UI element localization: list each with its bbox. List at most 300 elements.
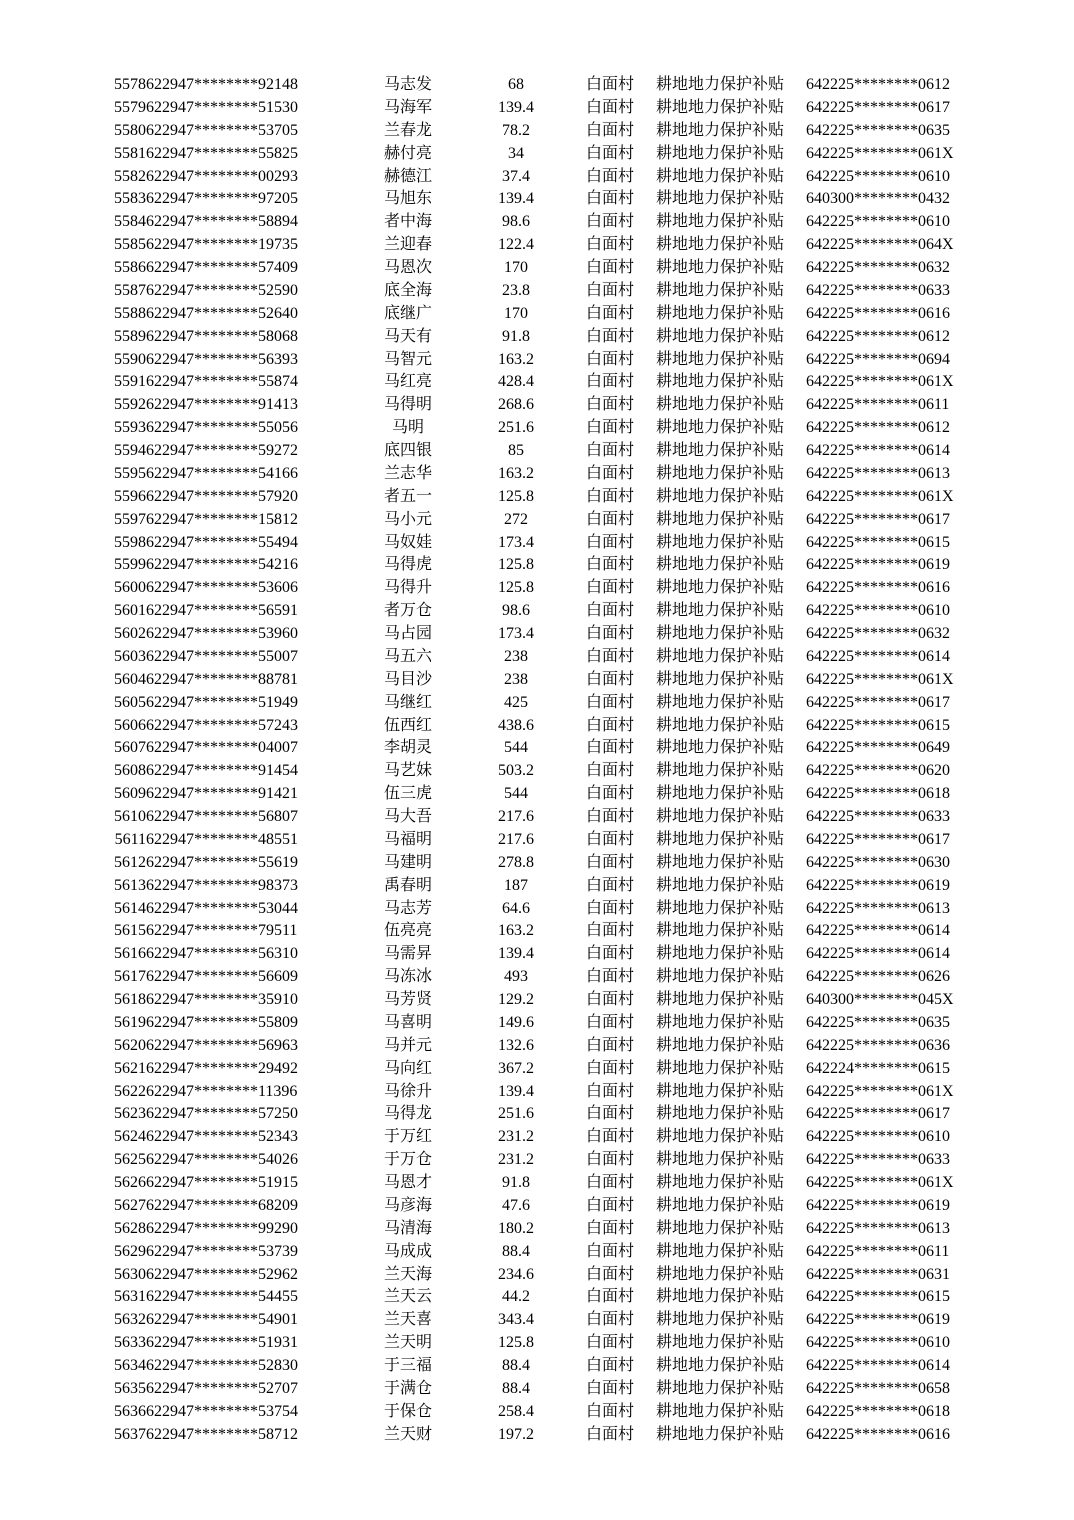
village-cell: 白面村	[586, 945, 635, 963]
id-number-cell: 622947********79511	[146, 922, 298, 940]
bank-account-cell: 642225********0635	[806, 1013, 950, 1031]
name-cell: 兰天明	[383, 1334, 432, 1352]
bank-account-cell: 640300********045X	[806, 991, 954, 1008]
serial-cell: 5600	[114, 579, 146, 597]
table-row	[0, 806, 1074, 829]
id-number-cell: 622947********57243	[146, 716, 298, 734]
id-number-cell: 622947********56807	[146, 808, 298, 825]
name-cell: 马恩次	[383, 259, 432, 276]
bank-account-cell: 642225********061X	[806, 1174, 954, 1191]
serial-cell: 5612	[114, 853, 146, 871]
subsidy-type-cell: 耕地地力保护补贴	[655, 762, 784, 780]
serial-cell: 5615	[114, 922, 146, 940]
name-cell: 马艺妹	[383, 762, 432, 780]
id-number-cell: 622947********19735	[146, 236, 298, 254]
serial-cell: 5633	[114, 1334, 146, 1352]
subsidy-type-cell: 耕地地力保护补贴	[655, 625, 784, 642]
village-cell: 白面村	[586, 1105, 635, 1123]
id-number-cell: 622947********55825	[146, 144, 298, 162]
table-row	[0, 1378, 1074, 1401]
village-cell: 白面村	[586, 1013, 635, 1031]
id-number-cell: 622947********91454	[146, 762, 298, 780]
amount-cell: 170	[504, 259, 528, 276]
village-cell: 白面村	[586, 1334, 635, 1352]
bank-account-cell: 642225********0630	[806, 853, 950, 871]
bank-account-cell: 642225********0617	[806, 510, 950, 528]
bank-account-cell: 642225********0614	[806, 945, 950, 963]
amount-cell: 163.2	[498, 464, 534, 482]
serial-cell: 5594	[114, 442, 146, 459]
amount-cell: 367.2	[498, 1059, 534, 1077]
subsidy-type-cell: 耕地地力保护补贴	[655, 167, 784, 185]
village-cell: 白面村	[586, 716, 635, 734]
bank-account-cell: 642225********0633	[806, 281, 950, 299]
serial-cell: 5630	[114, 1265, 146, 1283]
amount-cell: 132.6	[498, 1036, 534, 1054]
village-cell: 白面村	[586, 98, 635, 116]
serial-cell: 5635	[114, 1379, 146, 1397]
name-cell: 马目沙	[383, 670, 432, 688]
id-number-cell: 622947********52343	[146, 1128, 298, 1146]
id-number-cell: 622947********35910	[146, 991, 298, 1008]
serial-cell: 5599	[114, 556, 146, 574]
village-cell: 白面村	[586, 259, 635, 276]
amount-cell: 187	[504, 876, 528, 894]
id-number-cell: 622947********56963	[146, 1036, 298, 1054]
subsidy-type-cell: 耕地地力保护补贴	[655, 1151, 784, 1169]
village-cell: 白面村	[586, 1402, 635, 1420]
subsidy-type-cell: 耕地地力保护补贴	[655, 1105, 784, 1123]
amount-cell: 163.2	[498, 922, 534, 940]
bank-account-cell: 642225********061X	[806, 670, 954, 688]
serial-cell: 5627	[114, 1196, 146, 1214]
bank-account-cell: 642225********061X	[806, 144, 954, 162]
name-cell: 马建明	[383, 853, 432, 871]
name-cell: 马天有	[383, 327, 432, 345]
village-cell: 白面村	[586, 1128, 635, 1146]
table-row	[0, 1035, 1074, 1058]
name-cell: 马大吾	[383, 808, 432, 825]
subsidy-type-cell: 耕地地力保护补贴	[655, 1196, 784, 1214]
serial-cell: 5584	[114, 213, 146, 231]
amount-cell: 173.4	[498, 625, 534, 642]
subsidy-type-cell: 耕地地力保护补贴	[655, 556, 784, 574]
bank-account-cell: 642225********0619	[806, 1196, 950, 1214]
name-cell: 者五一	[383, 487, 432, 505]
name-cell: 马继红	[383, 693, 432, 711]
subsidy-type-cell: 耕地地力保护补贴	[655, 830, 784, 848]
name-cell: 马成成	[383, 1242, 432, 1260]
table-row	[0, 554, 1074, 577]
serial-cell: 5616	[114, 945, 146, 963]
village-cell: 白面村	[586, 922, 635, 940]
subsidy-type-cell: 耕地地力保护补贴	[655, 1334, 784, 1352]
name-cell: 马小元	[383, 510, 432, 528]
subsidy-type-cell: 耕地地力保护补贴	[655, 144, 784, 162]
village-cell: 白面村	[586, 464, 635, 482]
amount-cell: 180.2	[498, 1219, 534, 1237]
village-cell: 白面村	[586, 739, 635, 757]
table-row	[0, 898, 1074, 921]
subsidy-type-cell: 耕地地力保护补贴	[655, 1082, 784, 1100]
name-cell: 伍西红	[383, 716, 432, 734]
amount-cell: 268.6	[498, 396, 534, 414]
id-number-cell: 622947********55619	[146, 853, 298, 871]
id-number-cell: 622947********56393	[146, 350, 298, 368]
village-cell: 白面村	[586, 602, 635, 620]
serial-cell: 5597	[114, 510, 146, 528]
subsidy-type-cell: 耕地地力保护补贴	[655, 693, 784, 711]
id-number-cell: 622947********52707	[146, 1379, 298, 1397]
village-cell: 白面村	[586, 167, 635, 185]
village-cell: 白面村	[586, 1174, 635, 1191]
id-number-cell: 622947********54901	[146, 1311, 298, 1329]
name-cell: 于满仓	[383, 1379, 432, 1397]
name-cell: 伍三虎	[383, 785, 432, 803]
village-cell: 白面村	[586, 762, 635, 780]
bank-account-cell: 642225********0616	[806, 304, 950, 322]
table-row	[0, 1401, 1074, 1424]
bank-account-cell: 642225********061X	[806, 487, 954, 505]
amount-cell: 85	[508, 442, 524, 459]
serial-cell: 5618	[114, 991, 146, 1008]
bank-account-cell: 642225********0617	[806, 830, 950, 848]
table-row	[0, 623, 1074, 646]
subsidy-type-cell: 耕地地力保护补贴	[655, 785, 784, 803]
id-number-cell: 622947********58894	[146, 213, 298, 231]
table-row	[0, 1241, 1074, 1264]
serial-cell: 5582	[114, 167, 146, 185]
amount-cell: 238	[504, 670, 528, 688]
table-row	[0, 509, 1074, 532]
subsidy-type-cell: 耕地地力保护补贴	[655, 510, 784, 528]
bank-account-cell: 642225********0611	[806, 396, 950, 414]
amount-cell: 238	[504, 647, 528, 665]
id-number-cell: 622947********91413	[146, 396, 298, 414]
village-cell: 白面村	[586, 533, 635, 551]
subsidy-type-cell: 耕地地力保护补贴	[655, 968, 784, 986]
serial-cell: 5631	[114, 1288, 146, 1306]
amount-cell: 278.8	[498, 853, 534, 871]
village-cell: 白面村	[586, 785, 635, 803]
serial-cell: 5609	[114, 785, 146, 803]
amount-cell: 544	[504, 739, 528, 757]
name-cell: 者万仓	[383, 602, 432, 620]
serial-cell: 5580	[114, 121, 146, 139]
table-row	[0, 760, 1074, 783]
id-number-cell: 622947********54455	[146, 1288, 298, 1306]
subsidy-type-cell: 耕地地力保护补贴	[655, 487, 784, 505]
subsidy-type-cell: 耕地地力保护补贴	[655, 1311, 784, 1329]
table-row	[0, 646, 1074, 669]
amount-cell: 173.4	[498, 533, 534, 551]
serial-cell: 5591	[114, 373, 146, 391]
serial-cell: 5622	[114, 1082, 146, 1100]
bank-account-cell: 642225********0649	[806, 739, 950, 757]
subsidy-type-cell: 耕地地力保护补贴	[655, 396, 784, 414]
bank-account-cell: 642225********064X	[806, 236, 954, 254]
table-row	[0, 74, 1074, 97]
serial-cell: 5637	[114, 1425, 146, 1443]
amount-cell: 428.4	[498, 373, 534, 391]
serial-cell: 5632	[114, 1311, 146, 1329]
name-cell: 马需昇	[383, 945, 432, 963]
serial-cell: 5595	[114, 464, 146, 482]
table-row	[0, 371, 1074, 394]
village-cell: 白面村	[586, 121, 635, 139]
subsidy-type-cell: 耕地地力保护补贴	[655, 922, 784, 940]
serial-cell: 5581	[114, 144, 146, 162]
bank-account-cell: 642225********0612	[806, 76, 950, 93]
table-row	[0, 97, 1074, 120]
subsidy-type-cell: 耕地地力保护补贴	[655, 945, 784, 963]
bank-account-cell: 642225********0618	[806, 1402, 950, 1420]
serial-cell: 5613	[114, 876, 146, 894]
amount-cell: 122.4	[498, 236, 534, 254]
village-cell: 白面村	[586, 510, 635, 528]
amount-cell: 129.2	[498, 991, 534, 1008]
id-number-cell: 622947********58068	[146, 327, 298, 345]
village-cell: 白面村	[586, 1357, 635, 1374]
id-number-cell: 622947********55007	[146, 647, 298, 665]
name-cell: 兰春龙	[383, 121, 432, 139]
serial-cell: 5588	[114, 304, 146, 322]
name-cell: 马红亮	[383, 373, 432, 391]
id-number-cell: 622947********51530	[146, 98, 298, 116]
name-cell: 马五六	[383, 647, 432, 665]
id-number-cell: 622947********55874	[146, 373, 298, 391]
name-cell: 伍亮亮	[383, 922, 432, 940]
id-number-cell: 622947********52590	[146, 281, 298, 299]
id-number-cell: 622947********57409	[146, 259, 298, 276]
amount-cell: 139.4	[498, 945, 534, 963]
amount-cell: 47.6	[502, 1196, 530, 1214]
amount-cell: 170	[504, 304, 528, 322]
table-row	[0, 280, 1074, 303]
amount-cell: 544	[504, 785, 528, 803]
id-number-cell: 622947********51915	[146, 1174, 298, 1191]
table-row	[0, 234, 1074, 257]
subsidy-type-cell: 耕地地力保护补贴	[655, 1059, 784, 1077]
subsidy-type-cell: 耕地地力保护补贴	[655, 602, 784, 620]
name-cell: 底全海	[383, 281, 432, 299]
bank-account-cell: 642225********0615	[806, 716, 950, 734]
amount-cell: 37.4	[502, 167, 530, 185]
subsidy-type-cell: 耕地地力保护补贴	[655, 98, 784, 116]
id-number-cell: 622947********55809	[146, 1013, 298, 1031]
bank-account-cell: 642225********0626	[806, 968, 950, 986]
village-cell: 白面村	[586, 1379, 635, 1397]
id-number-cell: 622947********11396	[146, 1082, 298, 1100]
amount-cell: 272	[504, 510, 528, 528]
table-row	[0, 577, 1074, 600]
name-cell: 马清海	[383, 1219, 432, 1237]
serial-cell: 5626	[114, 1174, 146, 1191]
id-number-cell: 622947********53606	[146, 579, 298, 597]
subsidy-type-cell: 耕地地力保护补贴	[655, 1128, 784, 1146]
village-cell: 白面村	[586, 442, 635, 459]
table-row	[0, 1012, 1074, 1035]
village-cell: 白面村	[586, 991, 635, 1008]
bank-account-cell: 642225********0617	[806, 693, 950, 711]
village-cell: 白面村	[586, 1036, 635, 1054]
name-cell: 兰天财	[383, 1425, 432, 1443]
amount-cell: 139.4	[498, 1082, 534, 1100]
amount-cell: 139.4	[498, 98, 534, 116]
subsidy-type-cell: 耕地地力保护补贴	[655, 1174, 784, 1191]
table-row	[0, 669, 1074, 692]
serial-cell: 5605	[114, 693, 146, 711]
table-row	[0, 1103, 1074, 1126]
table-row	[0, 1081, 1074, 1104]
amount-cell: 64.6	[502, 899, 530, 917]
bank-account-cell: 642225********061X	[806, 373, 954, 391]
id-number-cell: 622947********88781	[146, 670, 298, 688]
subsidy-type-cell: 耕地地力保护补贴	[655, 1402, 784, 1420]
id-number-cell: 622947********59272	[146, 442, 298, 459]
amount-cell: 217.6	[498, 830, 534, 848]
amount-cell: 34	[508, 144, 524, 162]
subsidy-type-cell: 耕地地力保护补贴	[655, 853, 784, 871]
bank-account-cell: 642224********0615	[806, 1059, 950, 1077]
serial-cell: 5601	[114, 602, 146, 620]
amount-cell: 231.2	[498, 1151, 534, 1169]
serial-cell: 5603	[114, 647, 146, 665]
name-cell: 马奴娃	[383, 533, 432, 551]
id-number-cell: 622947********53705	[146, 121, 298, 139]
table-row	[0, 737, 1074, 760]
village-cell: 白面村	[586, 1265, 635, 1283]
bank-account-cell: 642225********0619	[806, 556, 950, 574]
subsidy-type-cell: 耕地地力保护补贴	[655, 1357, 784, 1374]
amount-cell: 197.2	[498, 1425, 534, 1443]
bank-account-cell: 642225********0611	[806, 1242, 950, 1260]
bank-account-cell: 642225********0658	[806, 1379, 950, 1397]
table-row	[0, 1264, 1074, 1287]
bank-account-cell: 642225********0617	[806, 98, 950, 116]
id-number-cell: 622947********55056	[146, 419, 298, 437]
village-cell: 白面村	[586, 144, 635, 162]
table-row	[0, 303, 1074, 326]
name-cell: 马徐升	[383, 1082, 432, 1100]
subsidy-type-cell: 耕地地力保护补贴	[655, 876, 784, 894]
village-cell: 白面村	[586, 190, 635, 208]
village-cell: 白面村	[586, 830, 635, 848]
subsidy-type-cell: 耕地地力保护补贴	[655, 76, 784, 93]
amount-cell: 23.8	[502, 281, 530, 299]
table-row	[0, 989, 1074, 1012]
subsidy-type-cell: 耕地地力保护补贴	[655, 350, 784, 368]
table-row	[0, 1195, 1074, 1218]
name-cell: 于三福	[383, 1357, 432, 1374]
serial-cell: 5604	[114, 670, 146, 688]
table-row	[0, 532, 1074, 555]
serial-cell: 5624	[114, 1128, 146, 1146]
name-cell: 马明	[391, 419, 424, 437]
subsidy-type-cell: 耕地地力保护补贴	[655, 190, 784, 208]
id-number-cell: 622947********29492	[146, 1059, 298, 1077]
name-cell: 赫德江	[383, 167, 432, 185]
village-cell: 白面村	[586, 1196, 635, 1214]
serial-cell: 5610	[114, 808, 146, 825]
village-cell: 白面村	[586, 1151, 635, 1169]
name-cell: 兰天喜	[383, 1311, 432, 1329]
name-cell: 禹春明	[383, 876, 432, 894]
id-number-cell: 622947********51949	[146, 693, 298, 711]
table-row	[0, 463, 1074, 486]
amount-cell: 88.4	[502, 1242, 530, 1260]
name-cell: 马志芳	[383, 899, 432, 917]
serial-cell: 5621	[114, 1059, 146, 1077]
subsidy-type-cell: 耕地地力保护补贴	[655, 236, 784, 254]
table-row	[0, 783, 1074, 806]
bank-account-cell: 642225********0610	[806, 167, 950, 185]
id-number-cell: 622947********97205	[146, 190, 298, 208]
amount-cell: 258.4	[498, 1402, 534, 1420]
name-cell: 马福明	[383, 830, 432, 848]
name-cell: 马智元	[383, 350, 432, 368]
amount-cell: 503.2	[498, 762, 534, 780]
subsidy-type-cell: 耕地地力保护补贴	[655, 304, 784, 322]
village-cell: 白面村	[586, 1219, 635, 1237]
name-cell: 马恩才	[383, 1174, 432, 1191]
bank-account-cell: 642225********0610	[806, 213, 950, 231]
name-cell: 马冻冰	[383, 968, 432, 986]
subsidy-type-cell: 耕地地力保护补贴	[655, 670, 784, 688]
serial-cell: 5583	[114, 190, 146, 208]
table-row	[0, 211, 1074, 234]
serial-cell: 5592	[114, 396, 146, 414]
village-cell: 白面村	[586, 899, 635, 917]
bank-account-cell: 640300********0432	[806, 190, 950, 208]
table-row	[0, 257, 1074, 280]
serial-cell: 5608	[114, 762, 146, 780]
subsidy-type-cell: 耕地地力保护补贴	[655, 899, 784, 917]
serial-cell: 5578	[114, 76, 146, 93]
id-number-cell: 622947********53754	[146, 1402, 298, 1420]
village-cell: 白面村	[586, 579, 635, 597]
id-number-cell: 622947********56591	[146, 602, 298, 620]
name-cell: 马志发	[383, 76, 432, 93]
id-number-cell: 622947********04007	[146, 739, 298, 757]
amount-cell: 217.6	[498, 808, 534, 825]
village-cell: 白面村	[586, 853, 635, 871]
table-row	[0, 1126, 1074, 1149]
bank-account-cell: 642225********0613	[806, 899, 950, 917]
table-row	[0, 326, 1074, 349]
serial-cell: 5614	[114, 899, 146, 917]
subsidy-list-page	[0, 74, 1074, 1520]
bank-account-cell: 642225********0616	[806, 1425, 950, 1443]
bank-account-cell: 642225********0612	[806, 327, 950, 345]
amount-cell: 44.2	[502, 1288, 530, 1306]
amount-cell: 425	[504, 693, 528, 711]
amount-cell: 98.6	[502, 213, 530, 231]
subsidy-type-cell: 耕地地力保护补贴	[655, 579, 784, 597]
table-row	[0, 349, 1074, 372]
bank-account-cell: 642225********0615	[806, 1288, 950, 1306]
table-row	[0, 394, 1074, 417]
village-cell: 白面村	[586, 236, 635, 254]
id-number-cell: 622947********57250	[146, 1105, 298, 1123]
id-number-cell: 622947********51931	[146, 1334, 298, 1352]
serial-cell: 5634	[114, 1357, 146, 1374]
serial-cell: 5636	[114, 1402, 146, 1420]
id-number-cell: 622947********57920	[146, 487, 298, 505]
amount-cell: 343.4	[498, 1311, 534, 1329]
table-row	[0, 486, 1074, 509]
village-cell: 白面村	[586, 327, 635, 345]
